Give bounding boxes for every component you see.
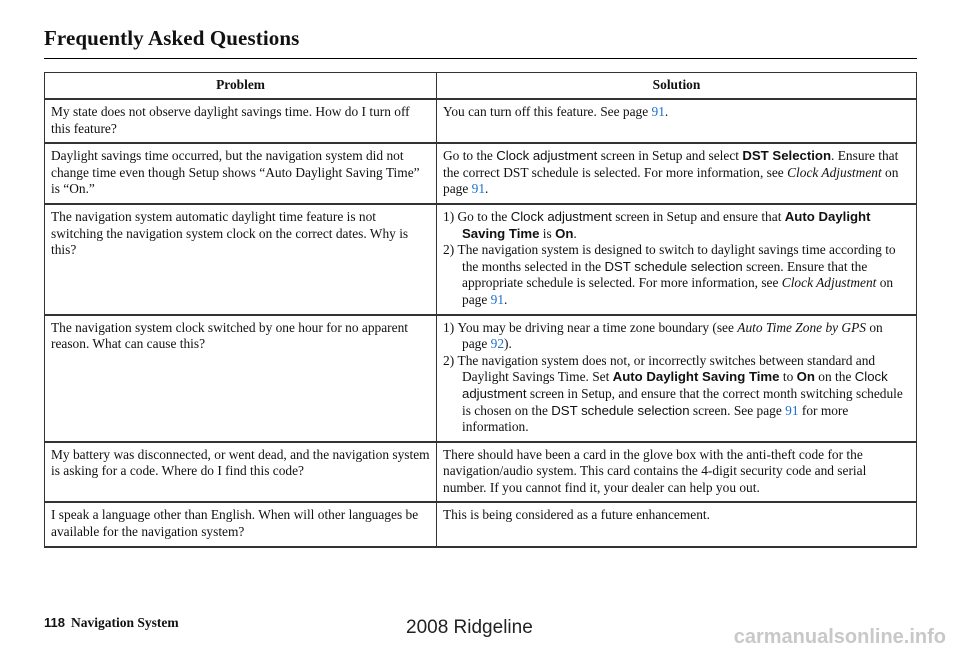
table-row — [45, 99, 917, 143]
step-item — [443, 353, 910, 436]
table-row — [45, 502, 917, 546]
problem-cell: The navigation system clock switched by one hour for no apparent reason. What can cause this? — [45, 315, 437, 442]
model-watermark: 2008 Ridgeline — [406, 617, 533, 638]
ui-term: On — [796, 369, 815, 385]
step-number: 1) — [443, 208, 455, 224]
steps-list — [443, 320, 910, 436]
step-item — [443, 242, 910, 308]
ui-term: Clock adjustment — [510, 208, 612, 224]
steps-list — [443, 209, 910, 309]
solution-text: . — [485, 181, 489, 197]
step-text: screen. Ensure that the appropriate schedule is selected. For more information, see — [462, 258, 868, 291]
solution-cell — [437, 99, 917, 143]
ui-term: Auto Daylight Saving Time — [462, 208, 871, 241]
solution-text: screen in Setup and select — [597, 148, 743, 164]
step-text: is — [539, 225, 556, 241]
solution-cell — [437, 315, 917, 442]
step-text: on page — [462, 319, 883, 352]
faq-table — [44, 72, 917, 548]
page-link[interactable]: 91 — [651, 104, 665, 119]
solution-text: . — [664, 104, 669, 119]
page-link[interactable]: 91 — [490, 291, 505, 307]
step-text: screen in Setup and ensure that — [611, 208, 785, 224]
table-header-row — [45, 73, 917, 100]
header-problem: Problem — [45, 73, 437, 100]
step-number: 2) — [443, 242, 455, 258]
table-row — [45, 204, 917, 315]
page-link[interactable]: 91 — [471, 181, 486, 197]
section-reference: Auto Time Zone by GPS — [737, 319, 866, 335]
solution-text: You can turn off this feature. See page — [443, 104, 652, 119]
ui-term: DST schedule selection — [604, 258, 743, 274]
step-text: on the — [814, 369, 855, 385]
problem-cell: My battery was disconnected, or went dead, and the navigation system is asking for a code. Where do I find this code? — [45, 442, 437, 503]
solution-cell: There should have been a card in the glove box with the anti-theft code for the navigation/audio system. This card contains the 4-digit security code and serial number. If you cannot find it, your dealer can help you out. — [437, 442, 917, 503]
step-text: Go to the — [457, 208, 511, 224]
ui-term: DST Selection — [742, 148, 832, 164]
step-item — [443, 320, 910, 353]
ui-term: DST schedule selection — [551, 402, 690, 418]
title-rule — [44, 58, 917, 59]
solution-text: Go to the — [443, 148, 497, 164]
header-solution: Solution — [437, 73, 917, 100]
problem-cell: My state does not observe daylight savings time. How do I turn off this feature? — [45, 99, 437, 143]
step-number: 1) — [443, 319, 455, 335]
page-title: Frequently Asked Questions — [44, 26, 300, 50]
ui-term: Auto Daylight Saving Time — [612, 369, 780, 385]
step-text: The navigation system is designed to switch to daylight savings time according to the months selected in the — [457, 242, 896, 274]
section-name: Navigation System — [70, 615, 179, 630]
page-link[interactable]: 92 — [490, 336, 505, 352]
step-text: for more information. — [462, 402, 849, 435]
page-number: 118 — [44, 615, 65, 630]
site-watermark: carmanualsonline.info — [733, 626, 946, 648]
solution-text: . Ensure that the correct DST schedule is selected. For more information, see — [443, 148, 899, 180]
step-text: . — [504, 291, 508, 307]
table-row — [45, 315, 917, 442]
problem-cell: The navigation system automatic daylight time feature is not switching the navigation system clock on the correct dates. Why is this? — [45, 204, 437, 315]
table-row — [45, 143, 917, 204]
step-text: screen. See page — [689, 402, 786, 418]
section-reference: Clock Adjustment — [781, 275, 877, 291]
ui-term: Clock adjustment — [496, 148, 598, 164]
solution-cell — [437, 143, 917, 204]
solution-cell: This is being considered as a future enhancement. — [437, 502, 917, 546]
page-link[interactable]: 91 — [785, 402, 799, 418]
step-text: ). — [504, 336, 512, 352]
table-row — [45, 442, 917, 503]
step-text: screen in Setup, and ensure that the correct month switching schedule is chosen on the — [462, 385, 903, 418]
solution-cell — [437, 204, 917, 315]
ui-term: On — [555, 225, 574, 241]
problem-cell: Daylight savings time occurred, but the navigation system did not change time even though Setup shows “Auto Daylight Saving Time” is “On.” — [45, 143, 437, 204]
problem-cell: I speak a language other than English. When will other languages be available for the navigation system? — [45, 502, 437, 546]
solution-text: on page — [443, 164, 899, 197]
step-text: You may be driving near a time zone boundary (see — [457, 319, 738, 335]
step-text: . — [573, 225, 577, 241]
step-number: 2) — [443, 352, 455, 368]
step-text: to — [779, 369, 797, 385]
step-text: on page — [462, 275, 894, 307]
ui-term: Clock adjustment — [462, 369, 888, 401]
step-text: The navigation system does not, or incorrectly switches between standard and Daylight Savings Time. Set — [457, 352, 876, 385]
section-reference: Clock Adjustment — [787, 164, 882, 180]
page-footer — [44, 615, 179, 631]
step-item — [443, 209, 910, 242]
